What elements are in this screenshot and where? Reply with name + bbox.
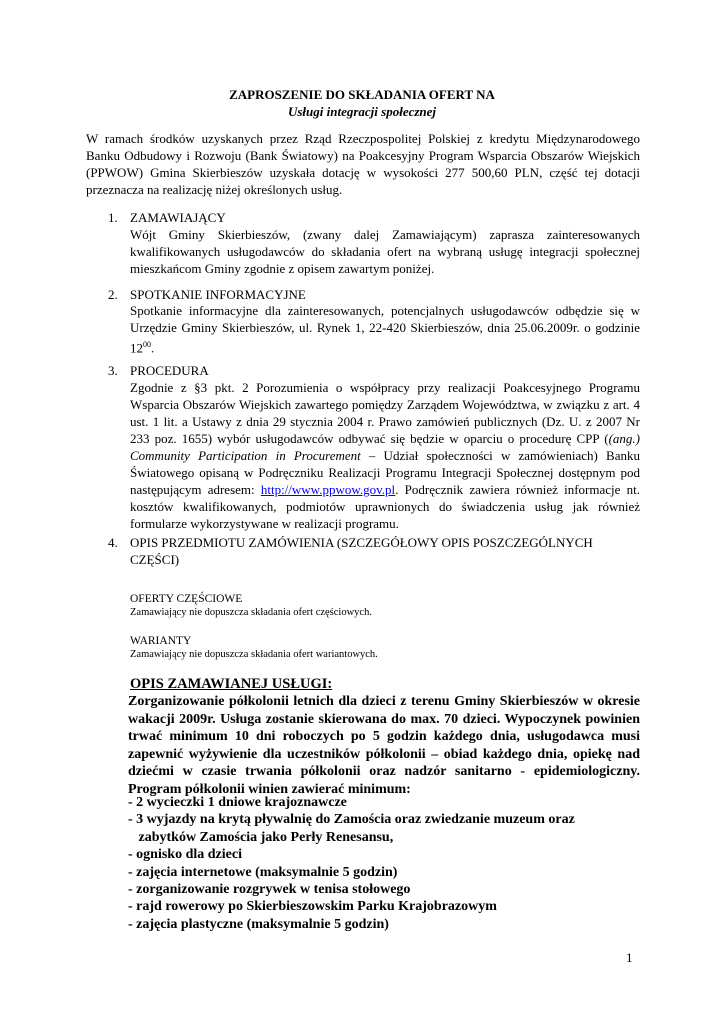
list-item: - 3 wyjazdy na krytą pływalnię do Zamościa oraz zwiedzanie muzeum oraz (128, 812, 575, 828)
document-title: ZAPROSZENIE DO SKŁADANIA OFERT NA (229, 87, 495, 102)
list-item: - rajd rowerowy po Skierbieszowskim Parku Krajobrazowym (128, 899, 497, 915)
section-2-body: Spotkanie informacyjne dla zainteresowanych, potencjalnych usługodawców odbędzie się w Urzędzie Gminy Skierbieszów, ul. Rynek 1, 22-420 Skierbieszów, dnia 25.06.2009r. o godzinie $12^{00}$. (130, 303, 640, 356)
ppwow-link[interactable]: http://www.ppwow.gov.pl (260, 482, 396, 497)
section-1-body: Wójt Gminy Skierbieszów, (zwany dalej Zamawiającym) zaprasza zainteresowanych kwalifikowanych usługodawców do składania ofert na wybraną usługę integracji społecznej mieszkańcom Gminy zgodnie z opisem zawartym poniżej. (130, 227, 640, 276)
section-1-heading: ZAMAWIAJĄCY (130, 210, 226, 225)
warianty-heading: WARIANTY (130, 635, 192, 647)
program-list (128, 794, 640, 933)
opis-uslugi-title: OPIS ZAMAWIANEJ USŁUGI: (130, 676, 333, 692)
warianty-body: Zamawiający nie dopuszcza składania ofert wariantowych. (130, 649, 378, 660)
section-4-heading: OPIS PRZEDMIOTU ZAMÓWIENIA (SZCZEGÓŁOWY OPIS POSZCZEGÓLNYCH CZĘŚCI) (130, 535, 593, 567)
section-2-number: 2. (108, 287, 118, 302)
section-1-number: 1. (108, 210, 118, 225)
list-item: - zajęcia internetowe (maksymalnie 5 godzin) (128, 864, 398, 880)
list-item: - ognisko dla dzieci (128, 847, 242, 863)
oferty-czesciowe-body: Zamawiający nie dopuszcza składania ofert częściowych. (130, 607, 372, 618)
oferty-czesciowe-heading: OFERTY CZĘŚCIOWE (130, 593, 243, 605)
list-item: - zajęcia plastyczne (maksymalnie 5 godzin) (128, 916, 389, 932)
intro-paragraph: W ramach środków uzyskanych przez Rząd Rzeczpospolitej Polskiej z kredytu Międzynarodowego Banku Odbudowy i Rozwoju (Bank Światowy) na Poakcesyjny Program Wsparcia Obszarów Wiejskich (PPWOW) Gmina Skierbieszów uzyskała dotację w wysokości 277 500,60 PLN, część tej dotacji przeznacza na realizację niżej określonych usług. (86, 131, 640, 197)
section-3-number: 3. (108, 363, 118, 378)
section-4-number: 4. (108, 535, 118, 550)
section-3-heading: PROCEDURA (130, 363, 209, 378)
section-3-body: Zgodnie z §3 pkt. 2 Porozumienia o współpracy przy realizacji Poakcesyjnego Programu Wsparcia Obszarów Wiejskich zawartego pomiędzy Zarządem Województwa, w związku z art. 4 ust. 1 lit. a Ustawy z dnia 29 stycznia 2004 r. Prawo zamówień publicznych (Dz. U. z 2007 Nr 233 poz. 1655) wybór usługodawców odbywać się będzie w oparciu o procedurę CPP ((ang.) Community Participation in Procurement – Udział społeczności w zamówieniach) Banku Światowego opisaną w Podręczniku Realizacji Programu Integracji Społecznej dostępnym pod następującym adresem: http://www.ppwow.gov.pl. Podręcznik zawiera również informacje nt. kosztów kwalifikowanych, podmiotów uprawnionych do świadczenia usług jak również formularze wykorzystywane w realizacji programu. (130, 380, 640, 531)
list-item: zabytków Zamościa jako Perły Renesansu, (128, 829, 394, 845)
page-number: 1 (626, 950, 633, 965)
section-2-heading: SPOTKANIE INFORMACYJNE (130, 287, 306, 302)
list-item: - 2 wycieczki 1 dniowe krajoznawcze (128, 795, 347, 810)
list-item: - zorganizowanie rozgrywek w tenisa stołowego (128, 882, 411, 898)
opis-uslugi-body: Zorganizowanie półkolonii letnich dla dzieci z terenu Gminy Skierbieszów w okresie wakacji 2009r. Usługa zostanie skierowana do max. 70 dzieci. Wypoczynek powinien trwać minimum 10 dni roboczych po 5 godzin każdego dnia, usługodawca musi zapewnić wyżywienie dla uczestników półkolonii – obiad każdego dnia, opiekę nad dziećmi w czasie trwania półkolonii oraz nadzór sanitarno - epidemiologiczny. Program półkolonii winien zawierać minimum: (128, 694, 640, 797)
document-subtitle: Usługi integracji społecznej (287, 104, 437, 119)
